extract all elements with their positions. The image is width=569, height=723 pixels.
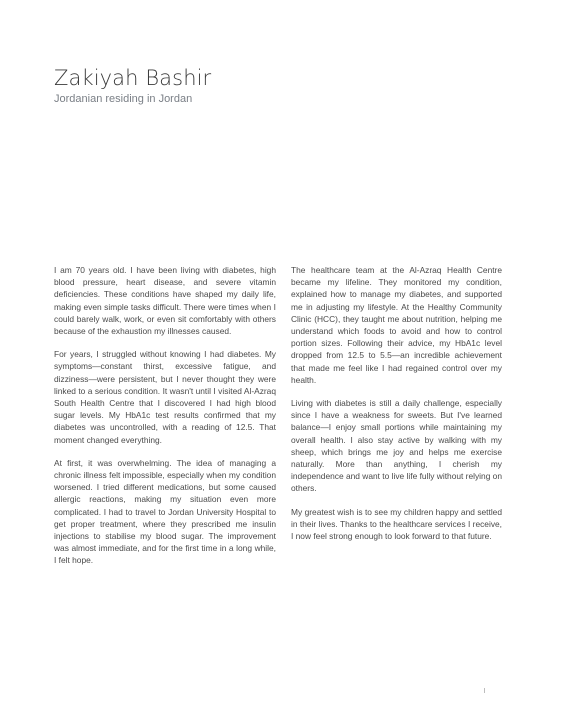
story-paragraph: The healthcare team at the Al-Azraq Health Centre became my lifeline. They monitored my condition, explained how to manage my diabetes, and supported me in adjusting my lifestyle. At the Healthy Community Clinic (HCC), they taught me about nutrition, helping me understand which foods to avoid and how to control portion sizes. Following their advice, my HbA1c level dropped from 12.5 to 5.5—an incredible achievement that made me feel like I had regained control over my health. xyxy=(291,265,502,385)
page-marker xyxy=(484,688,485,693)
story-paragraph: My greatest wish is to see my children happy and settled in their lives. Thanks to the healthcare services I receive, I now feel strong enough to look forward to that future. xyxy=(291,506,502,542)
story-right-column xyxy=(291,264,502,553)
story-paragraph: Living with diabetes is still a daily challenge, especially since I have a weakness for sweets. But I've learned balance—I enjoy small portions while maintaining my overall health. I also stay active by walking with my sheep, which brings me joy and helps me exercise naturally. More than anything, I cherish my independence and want to live life fully without relying on others. xyxy=(291,398,502,494)
person-name: Zakiyah Bashir xyxy=(54,66,212,90)
story-left-column xyxy=(54,264,276,578)
person-subtitle: Jordanian residing in Jordan xyxy=(54,93,193,105)
story-paragraph: At first, it was overwhelming. The idea of managing a chronic illness felt impossible, especially when my condition worsened. I tried different medications, but some caused allergic reactions, making my situation even more complicated. I had to travel to Jordan University Hospital to get proper treatment, where they prescribed me insulin injections to stabilise my blood sugar. The improvement was almost immediate, and for the first time in a long while, I felt hope. xyxy=(54,457,276,566)
story-paragraph: For years, I struggled without knowing I had diabetes. My symptoms—constant thirst, excessive fatigue, and dizziness—were persistent, but I never thought they were linked to a serious condition. It wasn't until I visited Al-Azraq South Health Centre that I discovered I had high blood sugar levels. My HbA1c test results confirmed that my diabetes was uncontrolled, with a reading of 12.5. That moment changed everything. xyxy=(54,349,276,445)
story-paragraph: I am 70 years old. I have been living with diabetes, high blood pressure, heart disease, and severe vitamin deficiencies. These conditions have shaped my daily life, making even simple tasks difficult. There were times when I could barely walk, work, or even sit comfortably with others because of the exhaustion my illnesses caused. xyxy=(54,265,276,337)
